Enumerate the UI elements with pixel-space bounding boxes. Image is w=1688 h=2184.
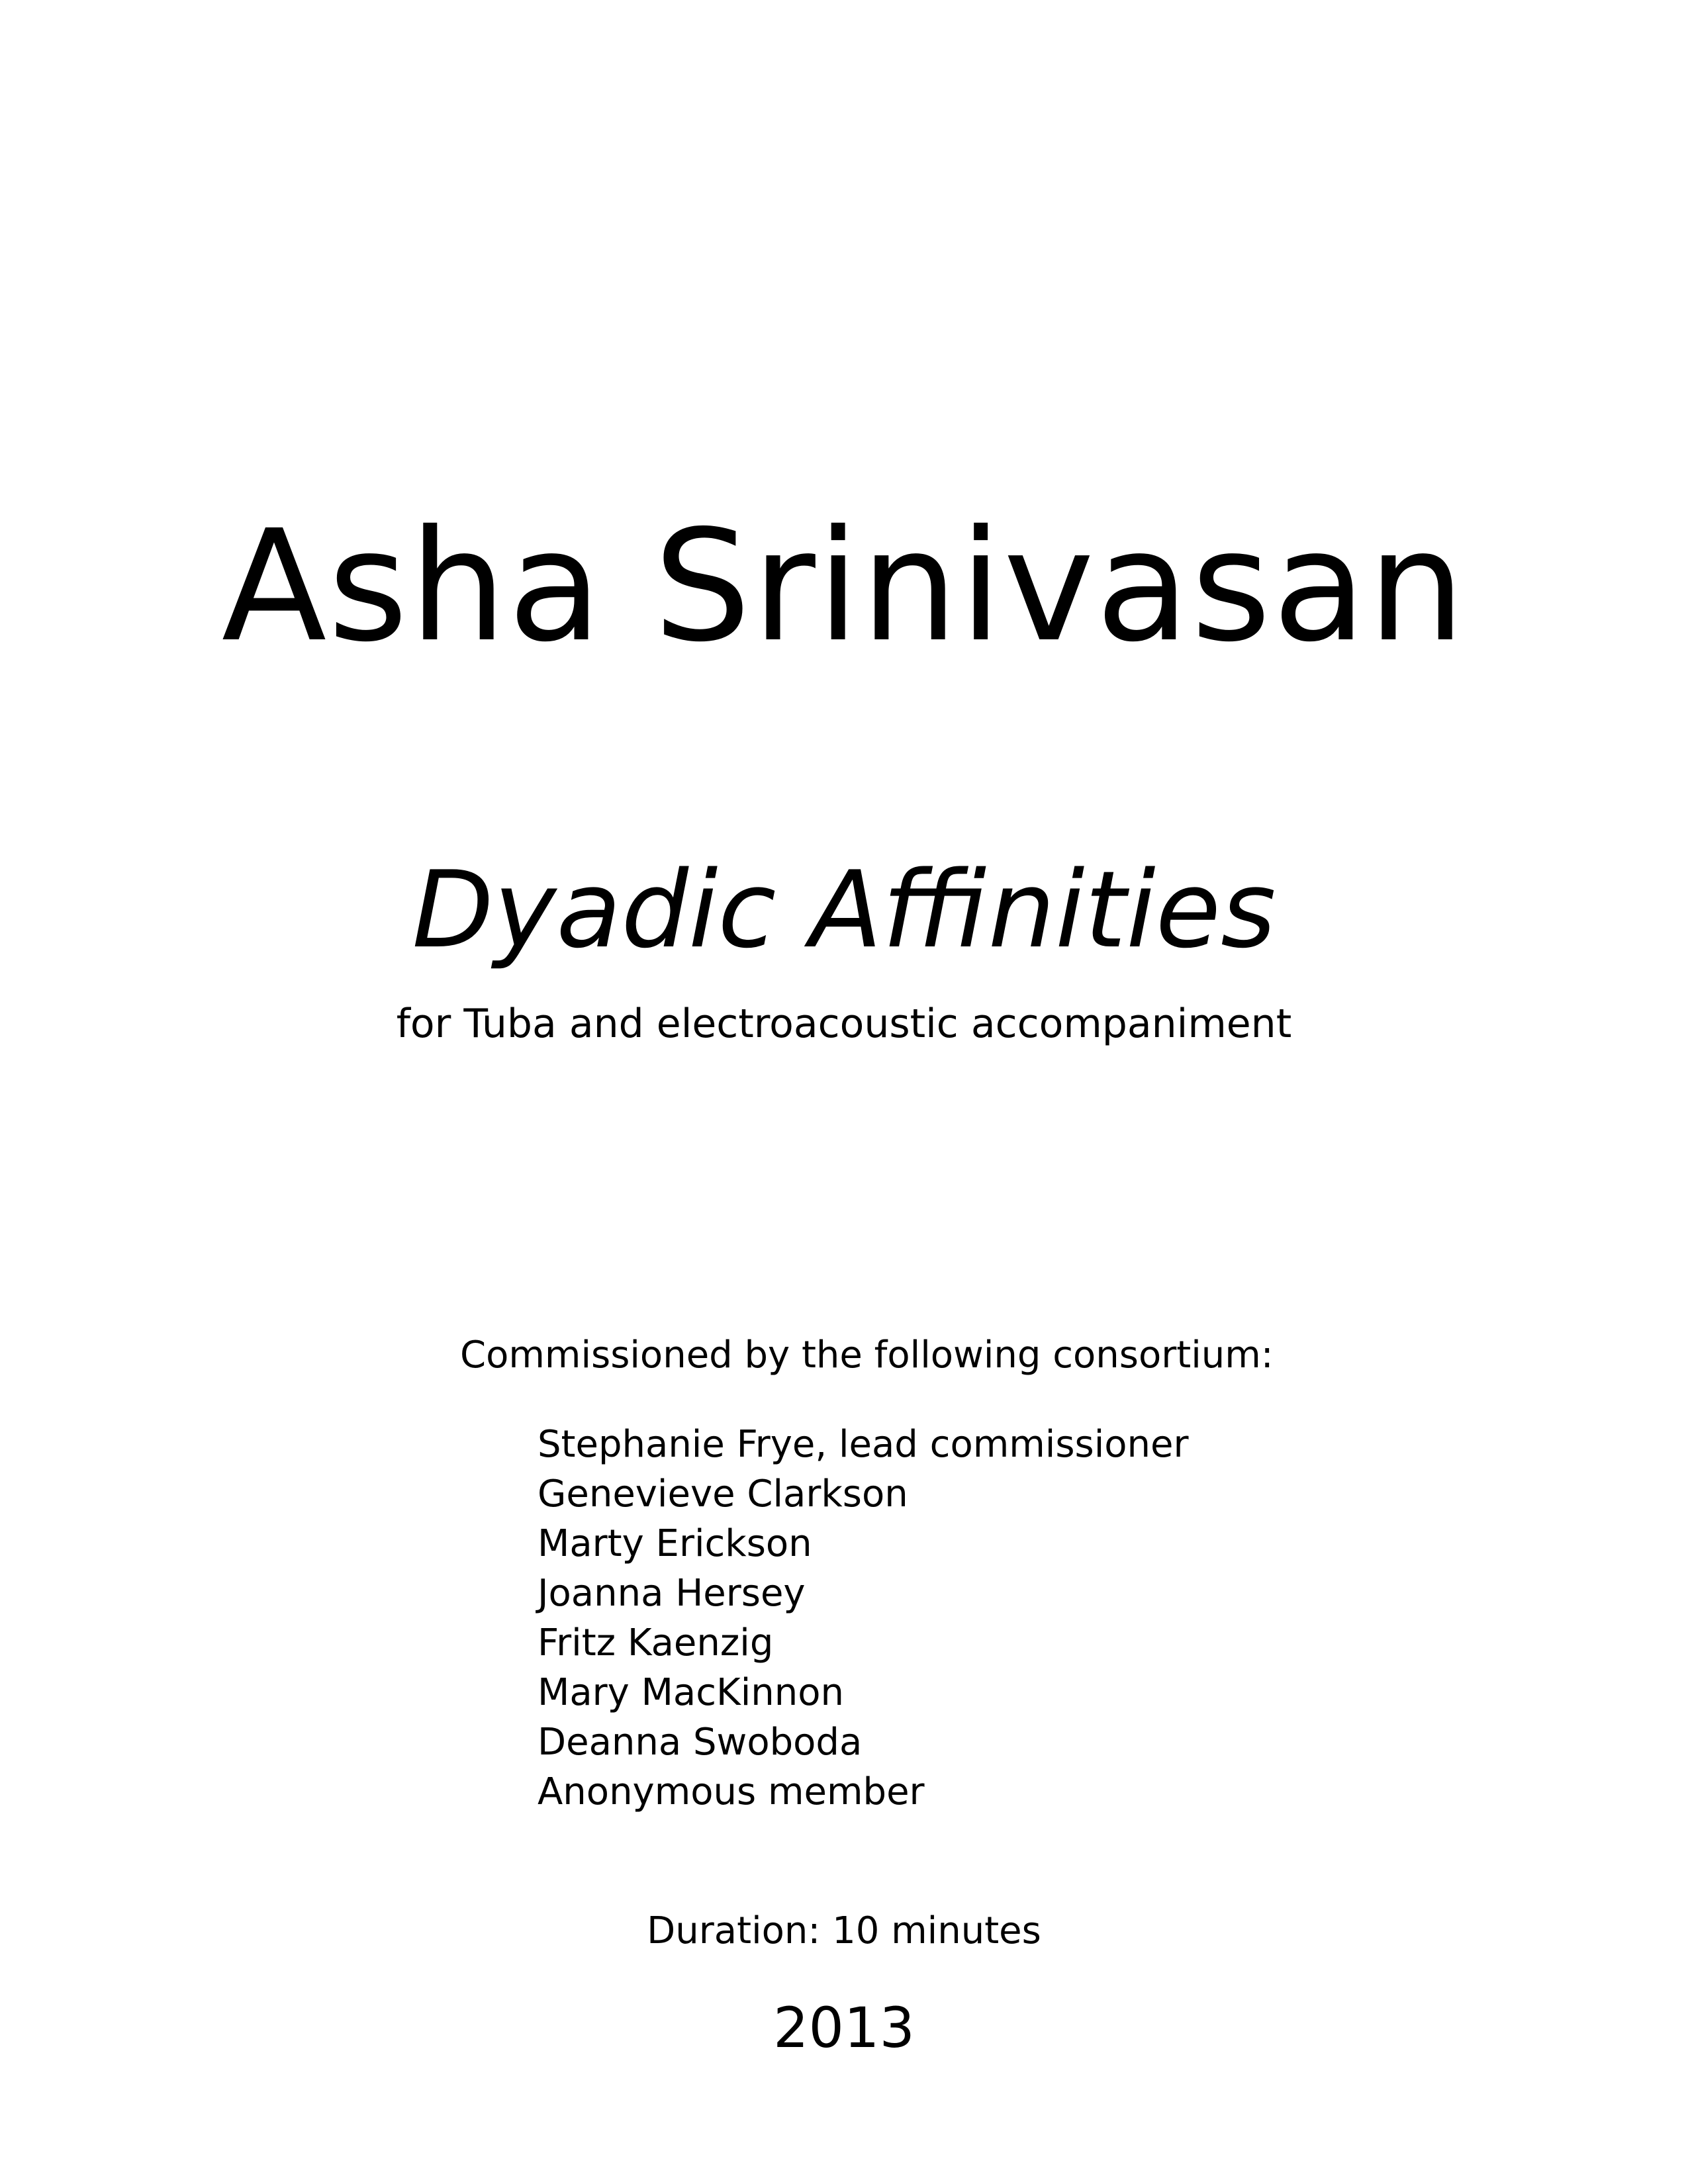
consortium-member: Mary MacKinnon xyxy=(538,1671,845,1714)
consortium-member: Stephanie Frye, lead commissioner xyxy=(538,1423,1189,1466)
composition-year: 2013 xyxy=(773,1995,915,2060)
commission-heading: Commissioned by the following consortium: xyxy=(460,1334,1274,1377)
consortium-member-list xyxy=(538,1420,1189,1817)
duration: Duration: 10 minutes xyxy=(647,1909,1041,1952)
instrumentation-subtitle: for Tuba and electroacoustic accompaniment xyxy=(396,1001,1292,1047)
composer-name: Asha Srinivasan xyxy=(221,497,1467,676)
consortium-member: Fritz Kaenzig xyxy=(538,1621,774,1664)
consortium-member: Marty Erickson xyxy=(538,1522,812,1565)
consortium-member: Deanna Swoboda xyxy=(538,1721,863,1764)
consortium-member: Joanna Hersey xyxy=(538,1572,806,1615)
work-title: Dyadic Affinities xyxy=(412,848,1276,972)
consortium-member: Genevieve Clarkson xyxy=(538,1473,908,1516)
consortium-member: Anonymous member xyxy=(538,1770,925,1813)
